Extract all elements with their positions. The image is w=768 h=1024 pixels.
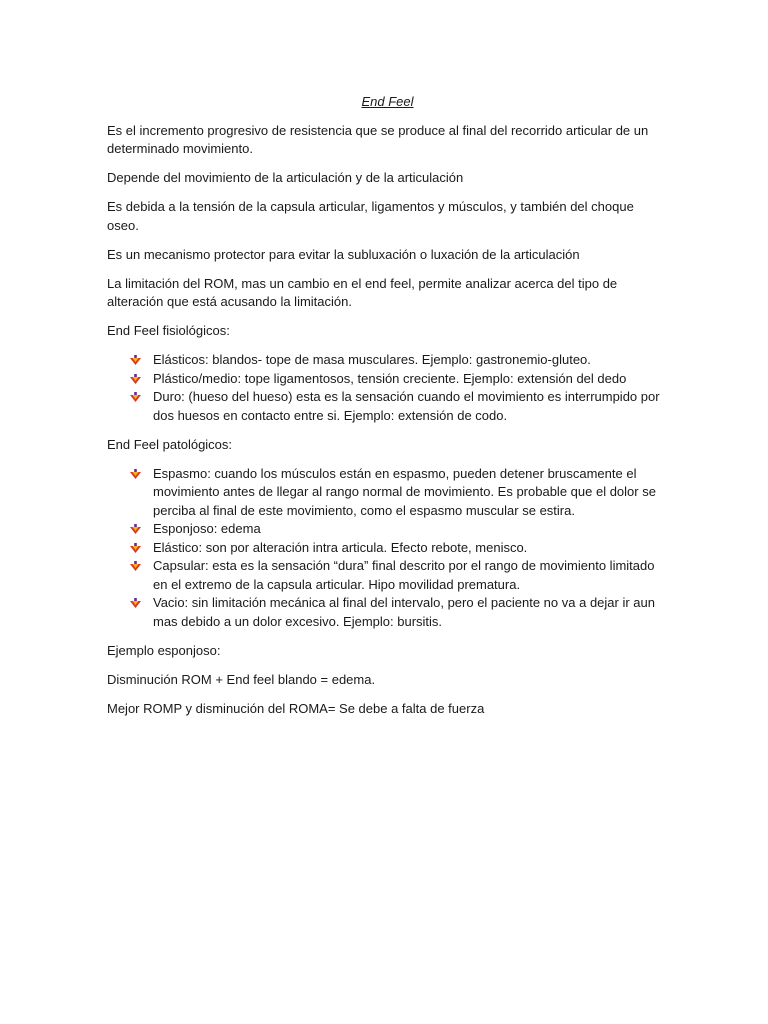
list-item: Capsular: esta es la sensación “dura” final descrito por el rango de movimiento limitado en el extremo de la capsula articular. Hipo movilidad prematura. — [153, 557, 668, 594]
list-item: Elásticos: blandos- tope de masa musculares. Ejemplo: gastronemio-gluteo. — [153, 351, 668, 370]
document-title: End Feel — [361, 94, 414, 109]
arrow-down-bullet-icon — [130, 374, 141, 385]
arrow-down-bullet-icon — [130, 355, 141, 366]
paragraph: La limitación del ROM, mas un cambio en el end feel, permite analizar acerca del tipo de alteración que está acusando la limitación. — [107, 275, 618, 309]
arrow-down-bullet-icon — [130, 524, 141, 535]
paragraph: Mejor ROMP y disminución del ROMA= Se debe a falta de fuerza — [107, 700, 485, 716]
paragraph: Es un mecanismo protector para evitar la subluxación o luxación de la articulación — [107, 246, 580, 262]
arrow-down-bullet-icon — [130, 598, 141, 609]
arrow-down-bullet-icon — [130, 392, 141, 403]
paragraph: Es el incremento progresivo de resistencia que se produce al final del recorrido articular de un determinado movimiento. — [107, 122, 649, 156]
section-heading-patologicos: End Feel patológicos: — [107, 436, 233, 452]
paragraph: Depende del movimiento de la articulación y de la articulación — [107, 170, 464, 185]
paragraph: Disminución ROM + End feel blando = edema. — [107, 671, 376, 687]
list-item: Esponjoso: edema — [153, 520, 668, 539]
paragraph: Ejemplo esponjoso: — [107, 642, 221, 658]
arrow-down-bullet-icon — [130, 469, 141, 480]
section-heading-fisiologicos: End Feel fisiológicos: — [107, 323, 230, 338]
list-item: Vacio: sin limitación mecánica al final del intervalo, pero el paciente no va a dejar ir aun mas debido a un dolor excesivo. Ejemplo: bursitis. — [153, 594, 668, 631]
list-patologicos — [107, 465, 668, 632]
list-item: Duro: (hueso del hueso) esta es la sensación cuando el movimiento es interrumpido por dos huesos en contacto entre si. Ejemplo: extensión de codo. — [153, 388, 668, 425]
list-item: Plástico/medio: tope ligamentosos, tensión creciente. Ejemplo: extensión del dedo — [153, 370, 668, 389]
arrow-down-bullet-icon — [130, 543, 141, 554]
paragraph: Es debida a la tensión de la capsula articular, ligamentos y músculos, y también del choque oseo. — [107, 199, 634, 233]
list-item: Espasmo: cuando los músculos están en espasmo, pueden detener bruscamente el movimiento antes de llegar al rango normal de movimiento. Es probable que el dolor se perciba al final de este movimiento, como el espasmo muscular se estira. — [153, 465, 668, 521]
list-item: Elástico: son por alteración intra articula. Efecto rebote, menisco. — [153, 539, 668, 558]
list-fisiologicos — [107, 351, 668, 425]
arrow-down-bullet-icon — [130, 561, 141, 572]
